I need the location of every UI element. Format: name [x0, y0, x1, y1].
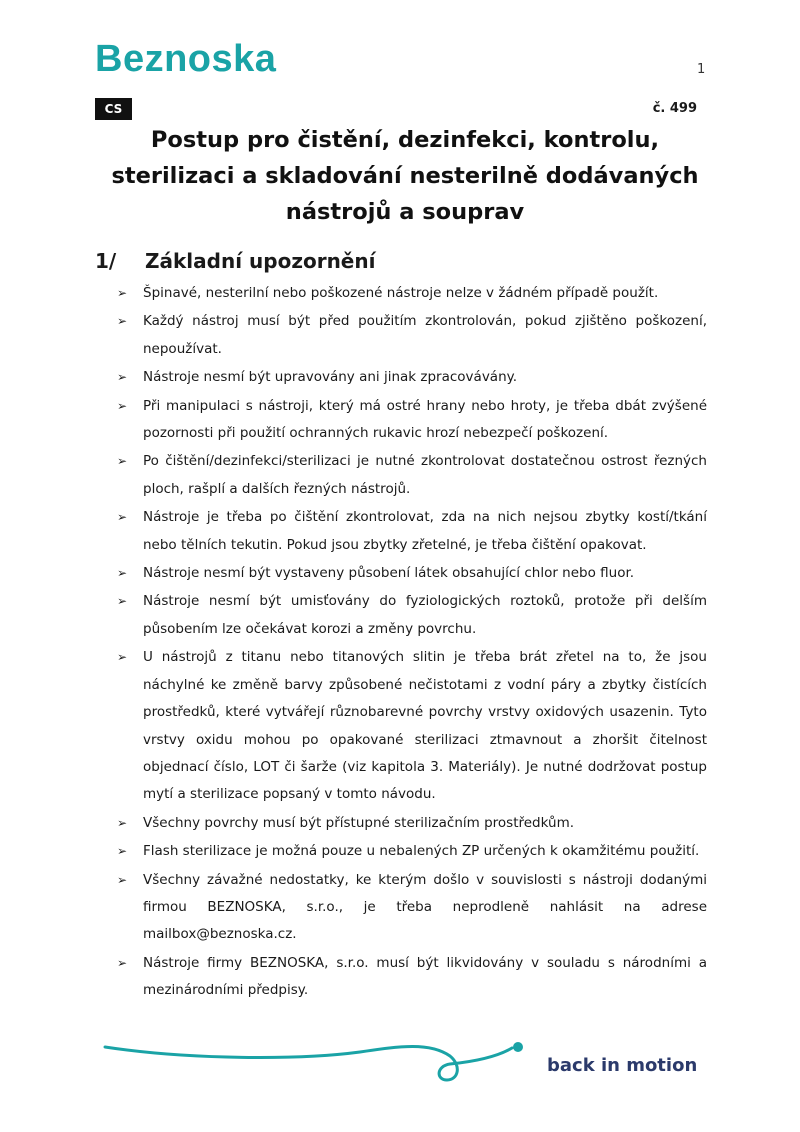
document-number: č. 499	[652, 101, 697, 116]
brand-tagline: back in motion	[547, 1055, 698, 1076]
list-item: ➢ Po čištění/dezinfekci/sterilizaci je nutné zkontrolovat dostatečnou ostrost řezných ploch, rašplí a dalších řezných nástrojů.	[117, 448, 707, 503]
decorative-wave-icon	[0, 1030, 540, 1100]
list-item: ➢ Špinavé, nesterilní nebo poškozené nástroje nelze v žádném případě použít.	[117, 280, 707, 307]
title-line: sterilizaci a skladování nesterilně dodávaných	[111, 163, 699, 189]
list-item: ➢ Všechny závažné nedostatky, ke kterým došlo v souvislosti s nástroji dodanými firmou BEZNOSKA, s.r.o., je třeba neprodleně nahlásit na adrese mailbox@beznoska.cz.	[117, 867, 707, 949]
list-item: ➢ Flash sterilizace je možná pouze u nebalených ZP určených k okamžitému použití.	[117, 838, 707, 865]
list-item: ➢ Všechny povrchy musí být přístupné sterilizačním prostředkům.	[117, 810, 707, 837]
document-title	[80, 122, 730, 230]
list-item: ➢ Nástroje firmy BEZNOSKA, s.r.o. musí být likvidovány v souladu s národními a mezinárodními předpisy.	[117, 950, 707, 1005]
warning-list	[117, 280, 707, 1006]
title-line: nástrojů a souprav	[285, 199, 525, 225]
list-item: ➢ Při manipulaci s nástroji, který má ostré hrany nebo hroty, je třeba dbát zvýšené pozornosti při použití ochranných rukavic hrozí nebezpečí poškození.	[117, 393, 707, 448]
list-item: ➢ Nástroje nesmí být vystaveny působení látek obsahující chlor nebo fluor.	[117, 560, 707, 587]
list-item: ➢ Každý nástroj musí být před použitím zkontrolován, pokud zjištěno poškození, nepoužívat.	[117, 308, 707, 363]
list-item: ➢ U nástrojů z titanu nebo titanových slitin je třeba brát zřetel na to, že jsou náchylné ke změně barvy způsobené nečistotami z vodní páry a zbytky čistících prostředků, které vytvářejí různobarevné povrchy vrstvy oxidových usazenin. Tyto vrstvy oxidu mohou po opakované sterilizaci ztmavnout a zhoršit čitelnost objednací číslo, LOT či šarže (viz kapitola 3. Materiály). Je nutné dodržovat postup mytí a sterilizace popsaný v tomto návodu.	[117, 644, 707, 808]
page-number: 1	[697, 62, 706, 77]
list-item: ➢ Nástroje nesmí být umisťovány do fyziologických roztoků, protože při delším působením lze očekávat korozi a změny povrchu.	[117, 588, 707, 643]
list-item: ➢ Nástroje je třeba po čištění zkontrolovat, zda na nich nejsou zbytky kostí/tkání nebo tělních tekutin. Pokud jsou zbytky zřetelné, je třeba čištění opakovat.	[117, 504, 707, 559]
section-number: 1/	[95, 249, 117, 273]
language-badge: CS	[95, 98, 132, 120]
beznoska-logo: Beznoska	[95, 38, 277, 80]
section-title: Základní upozornění	[145, 249, 376, 273]
title-line: Postup pro čistění, dezinfekci, kontrolu,	[150, 127, 660, 153]
section-heading	[95, 249, 375, 273]
list-item: ➢ Nástroje nesmí být upravovány ani jinak zpracovávány.	[117, 364, 707, 391]
